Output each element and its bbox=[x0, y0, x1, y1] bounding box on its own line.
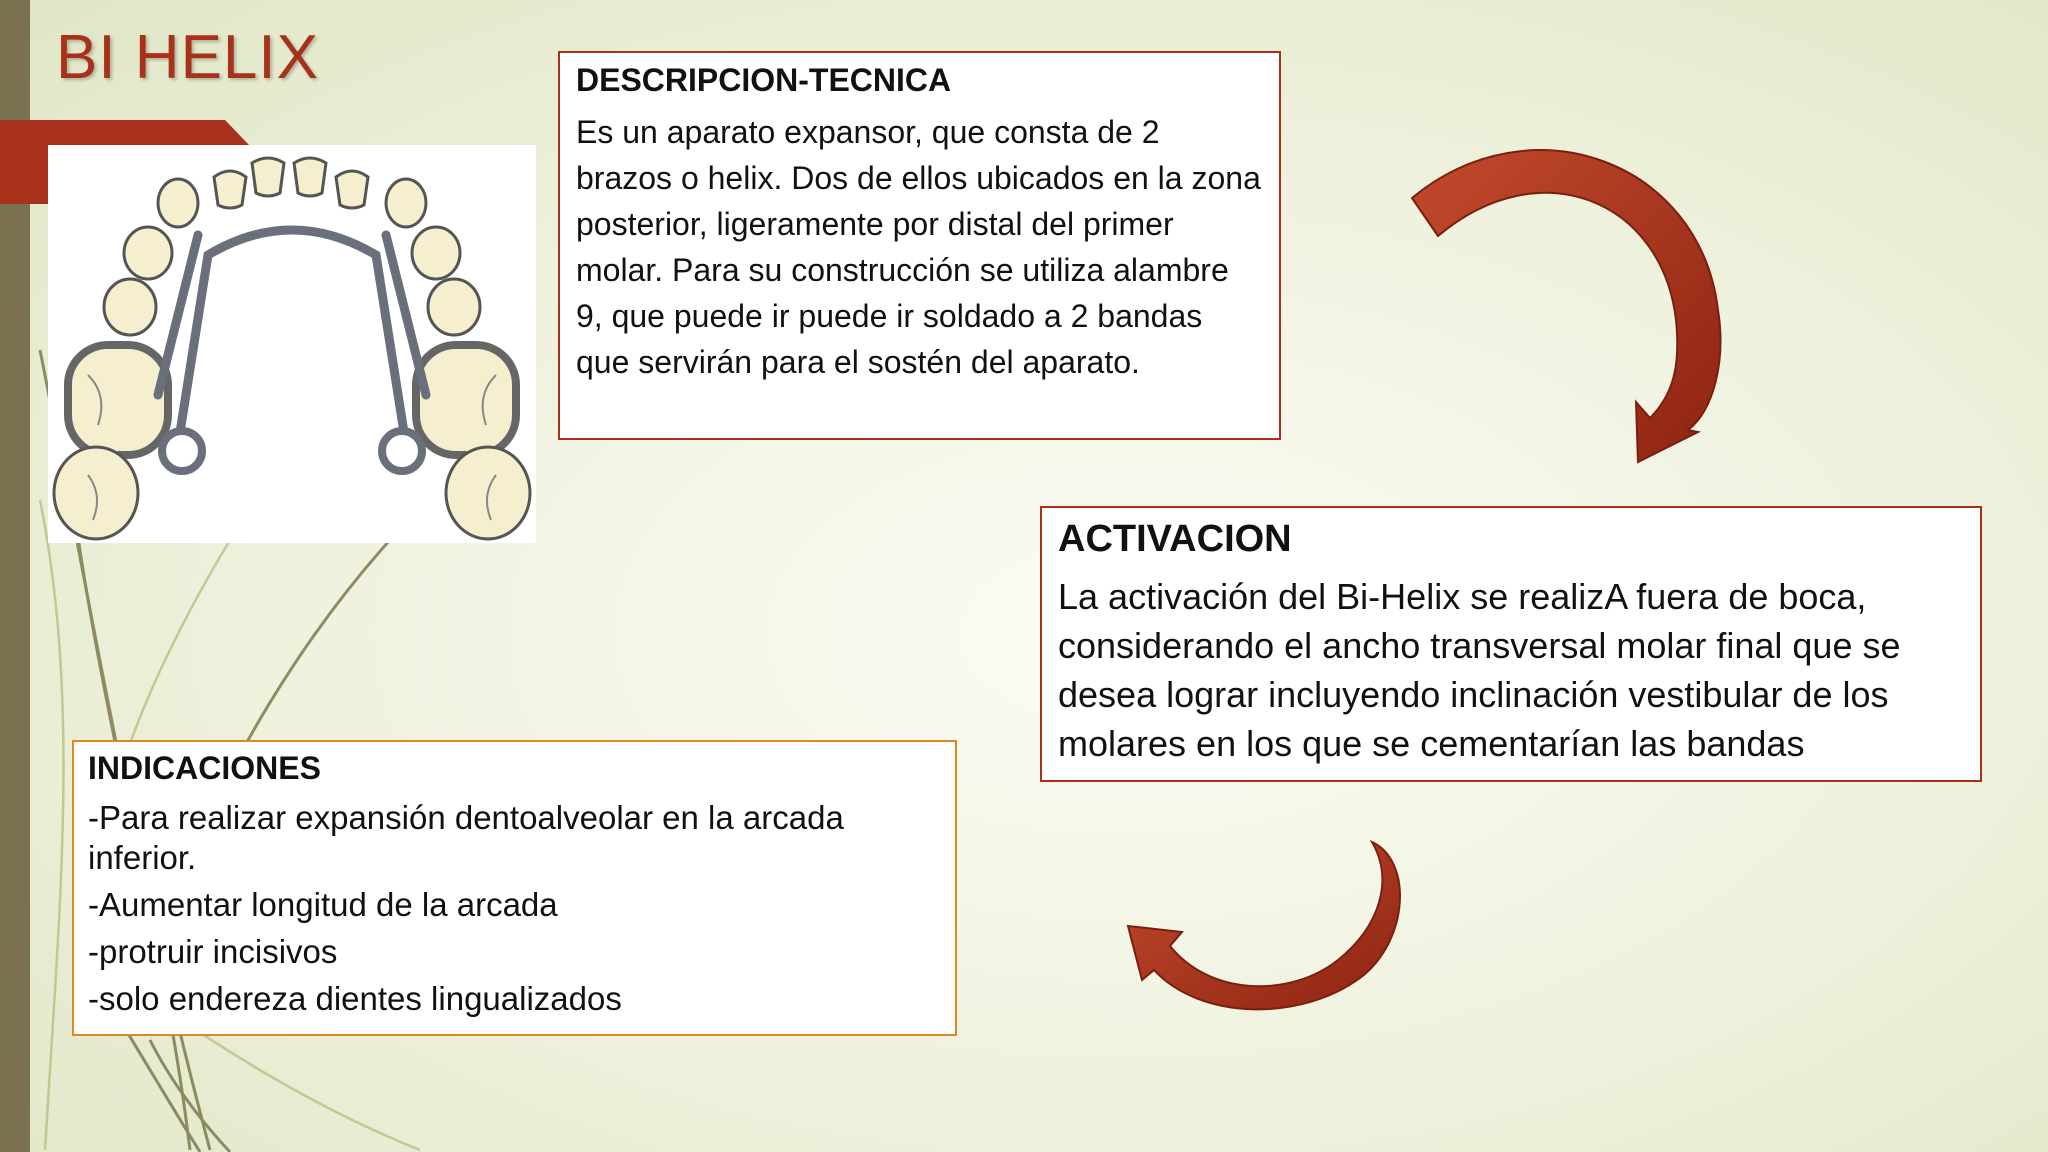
curved-arrow-down-icon bbox=[1412, 150, 1720, 462]
bi-helix-illustration bbox=[48, 145, 536, 543]
indications-box bbox=[72, 740, 957, 1036]
technical-description-box bbox=[558, 51, 1281, 440]
indication-item: -solo endereza dientes lingualizados bbox=[88, 980, 622, 1017]
activation-box bbox=[1040, 506, 1982, 782]
indication-item: -Para realizar expansión dentoalveolar en la arcada inferior. bbox=[88, 799, 844, 876]
technical-description-heading: DESCRIPCION-TECNICA bbox=[576, 62, 952, 98]
slide-title: BI HELIX bbox=[56, 23, 319, 92]
technical-description-text: Es un aparato expansor, que consta de 2 brazos o helix. Dos de ellos ubicados en la zona posterior, ligeramente por distal del primer molar. Para su construcción se utiliza alambre 9, que puede ir puede ir soldado a 2 bandas que servirán para el sostén del aparato. bbox=[576, 114, 1261, 380]
curved-arrow-left-icon bbox=[1128, 842, 1400, 1009]
activation-text: La activación del Bi-Helix se realizA fuera de boca, considerando el ancho transversal molar final que se desea lograr incluyendo inclinación vestibular de los molares en los que se cementarían las bandas bbox=[1058, 576, 1901, 764]
indication-item: -Aumentar longitud de la arcada bbox=[88, 886, 558, 923]
dental-arch-icon bbox=[48, 145, 536, 543]
indication-item: -protruir incisivos bbox=[88, 933, 338, 970]
activation-heading: ACTIVACION bbox=[1058, 518, 1292, 560]
indications-heading: INDICACIONES bbox=[88, 750, 321, 786]
